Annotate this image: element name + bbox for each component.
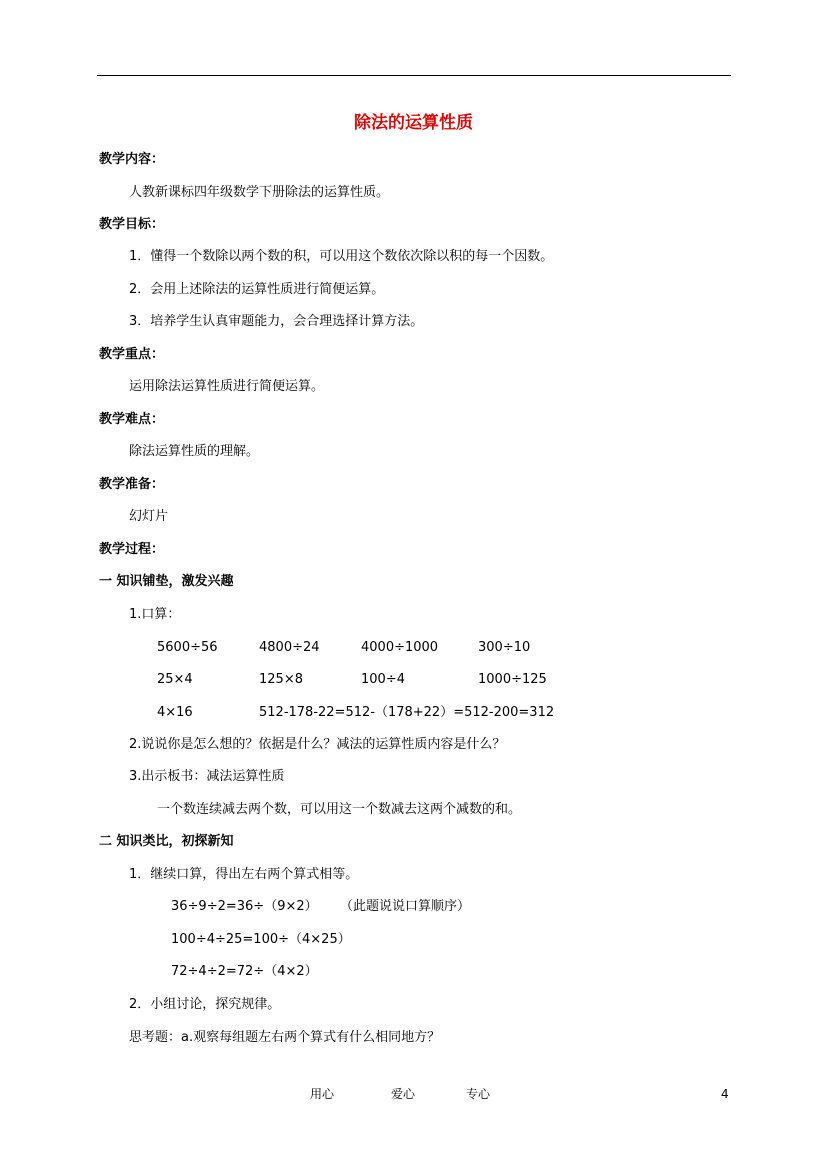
goals-heading: 教学目标： — [99, 217, 165, 232]
key-text: 运用除法运算性质进行简便运算。 — [129, 379, 325, 394]
oral-calc-cell: 300÷10 — [478, 640, 531, 655]
content-text: 人教新课标四年级数学下册除法的运算性质。 — [129, 185, 390, 200]
header-rule — [97, 75, 731, 76]
continue-oral-calc: 1．继续口算，得出左右两个算式相等。 — [129, 867, 359, 882]
group-discussion: 2．小组讨论，探究规律。 — [129, 997, 281, 1012]
equation: 100÷4÷25=100÷（4×25） — [171, 932, 351, 947]
difficult-heading: 教学难点： — [99, 412, 165, 427]
oral-calc-cell: 25×4 — [157, 672, 193, 687]
prep-text: 幻灯片 — [129, 509, 169, 524]
oral-calc-cell: 4800÷24 — [259, 640, 320, 655]
oral-calc-label: 1.口算： — [129, 607, 181, 622]
footer-item: 专心 — [466, 1087, 491, 1101]
oral-calc-cell: 4×16 — [157, 705, 193, 720]
equation-note: （此题说说口算顺序） — [340, 899, 471, 914]
board-note-label: 3.出示板书：减法运算性质 — [129, 769, 285, 784]
section2-title: 二 知识类比，初探新知 — [99, 834, 234, 849]
page-number: 4 — [721, 1087, 729, 1101]
difficult-text: 除法运算性质的理解。 — [129, 444, 260, 459]
equation: 72÷4÷2=72÷（4×2） — [171, 964, 318, 979]
oral-calc-cell: 125×8 — [259, 672, 303, 687]
key-heading: 教学重点： — [99, 347, 165, 362]
goal-item: 3．培养学生认真审题能力，会合理选择计算方法。 — [129, 314, 424, 329]
discussion-question: 2.说说你是怎么想的？依据是什么？减法的运算性质内容是什么？ — [129, 737, 506, 752]
equation: 36÷9÷2=36÷（9×2） — [171, 899, 318, 914]
goal-item: 1．懂得一个数除以两个数的积，可以用这个数依次除以积的每一个因数。 — [129, 249, 554, 264]
subtraction-property: 一个数连续减去两个数，可以用这一个数减去这两个减数的和。 — [157, 802, 522, 817]
document-title: 除法的运算性质 — [354, 113, 473, 133]
oral-calc-cell: 4000÷1000 — [361, 640, 439, 655]
section1-title: 一 知识铺垫，激发兴趣 — [99, 574, 234, 589]
thinking-question: 思考题：a.观察每组题左右两个算式有什么相同地方？ — [129, 1030, 441, 1045]
oral-calc-cell: 512-178-22=512-（178+22）=512-200=312 — [259, 705, 555, 720]
prep-heading: 教学准备： — [99, 477, 165, 492]
footer-item: 用心 — [310, 1087, 335, 1101]
process-heading: 教学过程： — [99, 542, 165, 557]
goal-item: 2．会用上述除法的运算性质进行简便运算。 — [129, 282, 385, 297]
footer-item: 爱心 — [391, 1087, 416, 1101]
oral-calc-cell: 100÷4 — [361, 672, 405, 687]
oral-calc-cell: 5600÷56 — [157, 640, 218, 655]
oral-calc-cell: 1000÷125 — [478, 672, 547, 687]
content-heading: 教学内容： — [99, 152, 165, 167]
